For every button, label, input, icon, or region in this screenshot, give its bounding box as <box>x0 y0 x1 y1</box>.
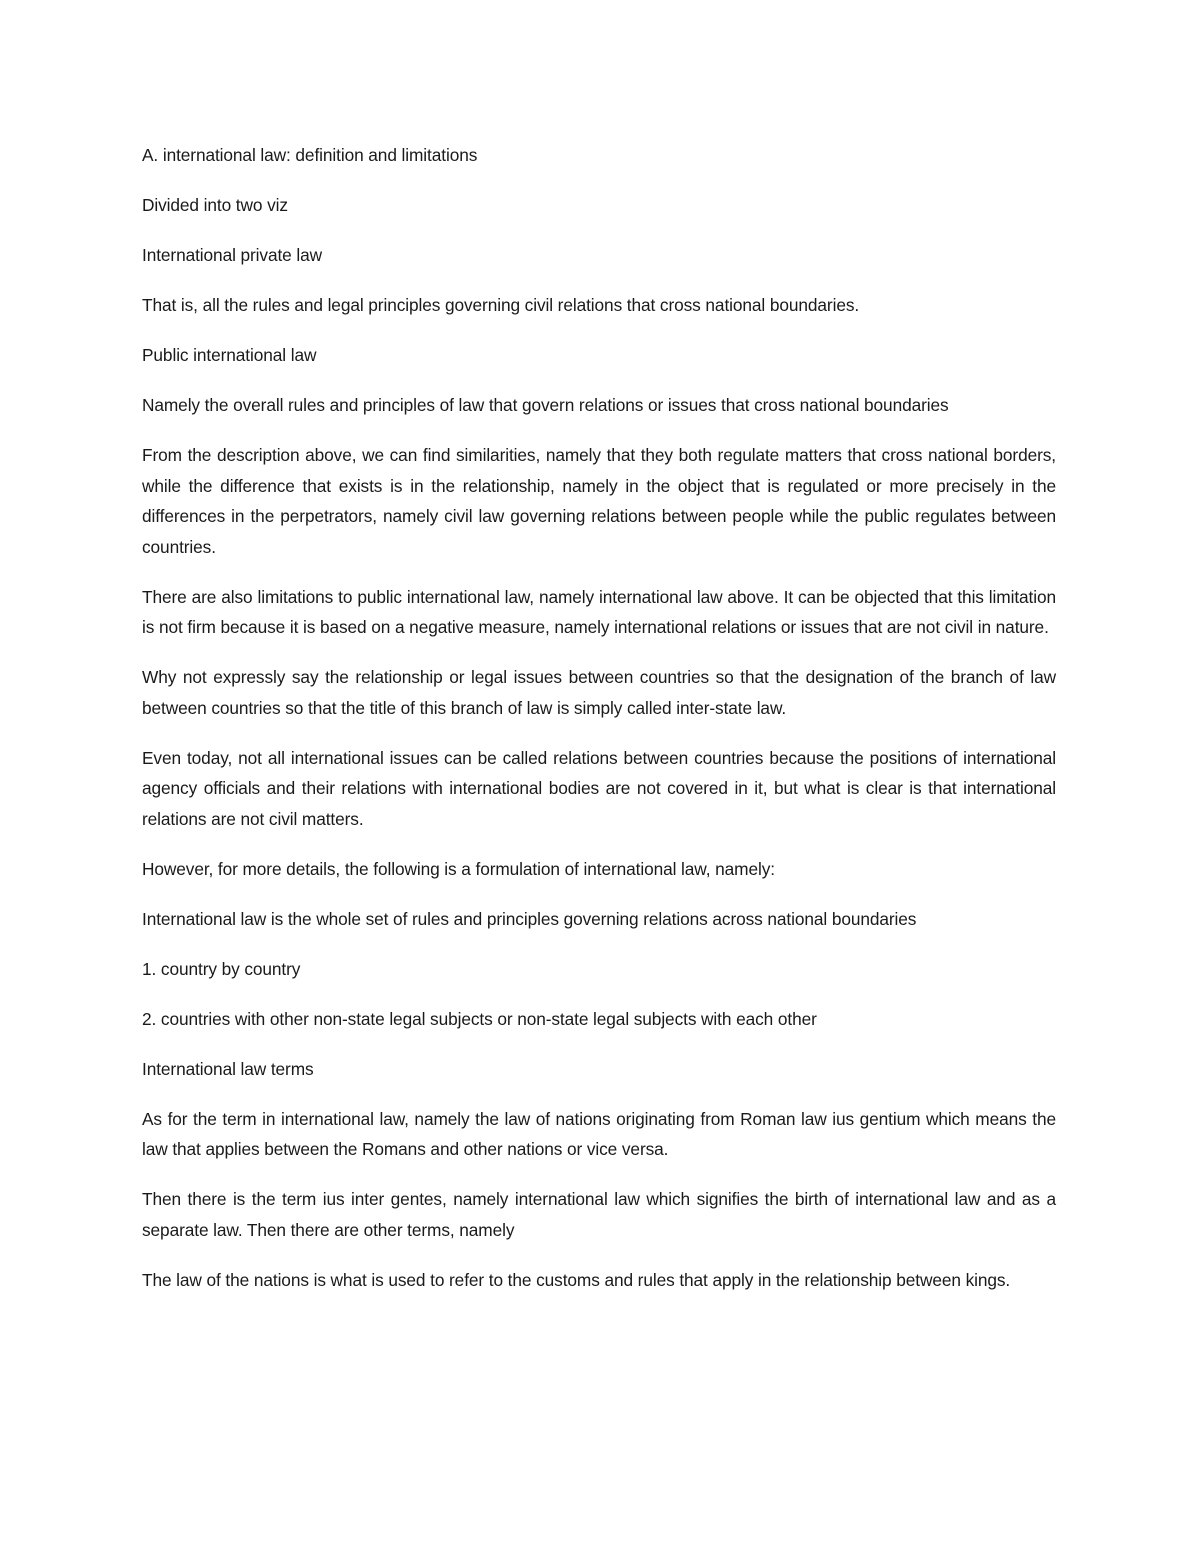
paragraph: Divided into two viz <box>142 195 288 215</box>
paragraph: Then there is the term ius inter gentes, namely international law which signifies the birth of international law and as a separate law. Then there are other terms, namely <box>142 1189 1056 1240</box>
paragraph: International private law <box>142 245 323 265</box>
paragraph: From the description above, we can find similarities, namely that they both regulate matters that cross national borders, while the difference that exists is in the relationship, namely in the object that is regulated or more precisely in the differences in the perpetrators, namely civil law governing relations between people while the public regulates between countries. <box>142 445 1056 557</box>
paragraph: That is, all the rules and legal principles governing civil relations that cross national boundaries. <box>142 295 860 315</box>
paragraph: International law terms <box>142 1058 314 1079</box>
paragraph: However, for more details, the following is a formulation of international law, namely: <box>142 858 775 879</box>
paragraph: Why not expressly say the relationship or legal issues between countries so that the designation of the branch of law between countries so that the title of this branch of law is simply called inter-state law. <box>142 667 1056 718</box>
paragraph: Public international law <box>142 345 317 365</box>
paragraph: The law of the nations is what is used to refer to the customs and rules that apply in the relationship between kings. <box>142 1269 1011 1290</box>
paragraph: There are also limitations to public international law, namely international law above. It can be objected that this limitation is not firm because it is based on a negative measure, namely international relations or issues that are not civil in nature. <box>142 586 1056 637</box>
list-item: 1. country by country <box>142 958 301 979</box>
paragraph: Namely the overall rules and principles of law that govern relations or issues that cross national boundaries <box>142 395 949 415</box>
list-item: 2. countries with other non-state legal subjects or non-state legal subjects with each other <box>142 1008 817 1029</box>
paragraph: As for the term in international law, namely the law of nations originating from Roman law ius gentium which means the law that applies between the Romans and other nations or vice versa. <box>142 1108 1056 1159</box>
paragraph: International law is the whole set of rules and principles governing relations across national boundaries <box>142 908 917 929</box>
paragraph: Even today, not all international issues can be called relations between countries because the positions of international agency officials and their relations with international bodies are not covered in it, but what is clear is that international relations are not civil matters. <box>142 747 1056 829</box>
section-heading: A. international law: definition and limitations <box>142 145 478 165</box>
